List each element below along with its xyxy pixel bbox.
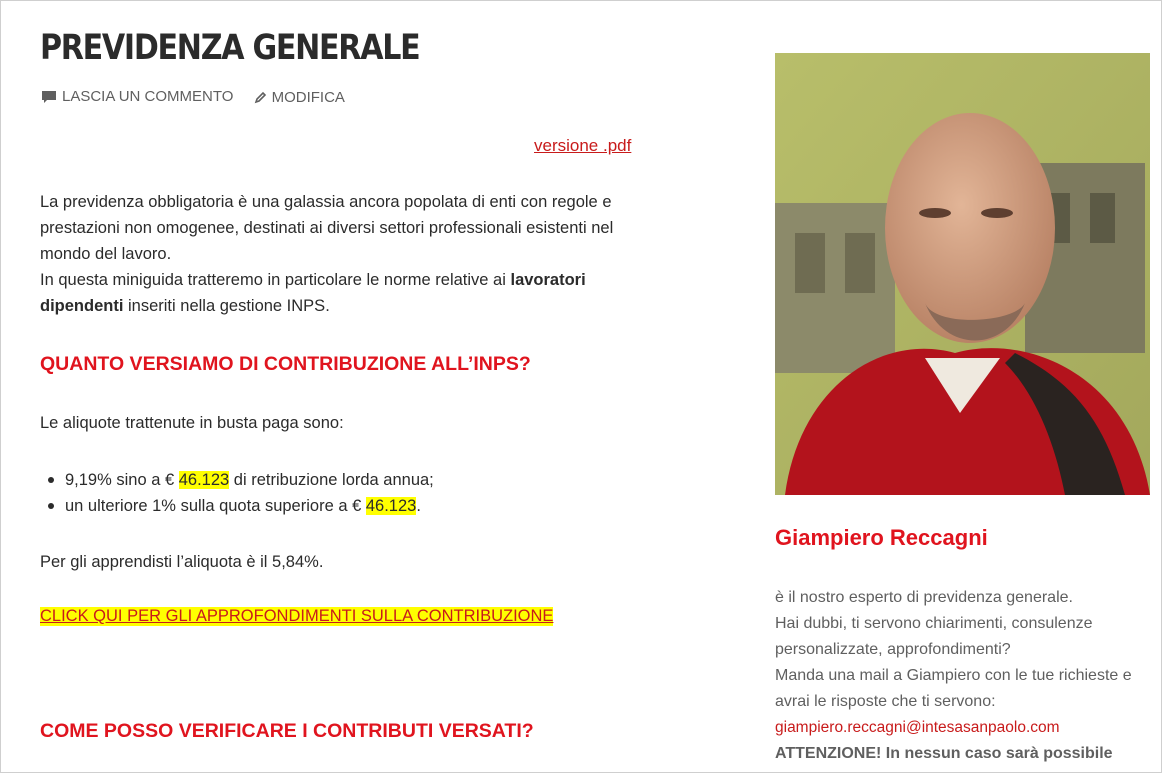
list-item-text: . xyxy=(416,497,421,515)
pdf-version-link[interactable]: versione .pdf xyxy=(534,136,632,155)
section-heading-contribution: QUANTO VERSIAMO DI CONTRIBUZIONE ALL’INPS? xyxy=(40,353,531,375)
page-title: PREVIDENZA GENERALE xyxy=(40,28,420,68)
rates-lead: Le aliquote trattenute in busta paga sono: xyxy=(40,414,344,432)
highlighted-amount: 46.123 xyxy=(178,471,230,489)
contribution-details-link[interactable]: CLICK QUI PER GLI APPROFONDIMENTI SULLA CONTRIBUZIONE xyxy=(40,607,554,625)
expert-email-link[interactable]: giampiero.reccagni@intesasanpaolo.com xyxy=(775,719,1060,736)
warning-text: ATTENZIONE! In nessun caso sarà possibile xyxy=(775,745,1113,762)
bio-line: è il nostro esperto di previdenza generale. xyxy=(775,589,1073,606)
pencil-icon xyxy=(254,91,267,104)
expert-bio xyxy=(775,585,1150,767)
list-item xyxy=(40,493,434,519)
expert-name: Giampiero Reccagni xyxy=(775,525,988,550)
highlighted-amount: 46.123 xyxy=(365,497,417,515)
intro-text-2-bold: lavoratori dipendenti xyxy=(40,271,586,315)
list-item-text: 9,19% sino a € xyxy=(65,471,179,489)
list-item-text: di retribuzione lorda annua; xyxy=(229,471,434,489)
list-item xyxy=(40,467,434,493)
section-heading-verify: COME POSSO VERIFICARE I CONTRIBUTI VERSATI? xyxy=(40,720,534,742)
expert-photo xyxy=(775,53,1150,495)
comment-label: LASCIA UN COMMENTO xyxy=(62,88,234,105)
intro-text-2a: In questa miniguida tratteremo in particolare le norme relative ai xyxy=(40,271,511,289)
post-meta xyxy=(41,88,361,108)
intro-paragraph xyxy=(40,189,640,319)
list-item-text: un ulteriore 1% sulla quota superiore a € xyxy=(65,497,366,515)
intro-text-2b: inseriti nella gestione INPS. xyxy=(123,297,330,315)
edit-label: MODIFICA xyxy=(271,88,345,106)
bio-line: Manda una mail a Giampiero con le tue richieste e avrai le risposte che ti servono: xyxy=(775,667,1132,710)
rates-list xyxy=(40,467,434,519)
apprentices-rate: Per gli apprendisti l’aliquota è il 5,84%. xyxy=(40,553,324,571)
bio-line: Hai dubbi, ti servono chiarimenti, consulenze personalizzate, approfondimenti? xyxy=(775,615,1093,658)
intro-text-1: La previdenza obbligatoria è una galassia ancora popolata di enti con regole e prestazioni non omogenee, destinati ai diversi settori professionali esistenti nel mondo del lavoro. xyxy=(40,193,614,263)
edit-link[interactable] xyxy=(254,89,345,106)
comment-icon xyxy=(41,90,57,104)
comment-link[interactable] xyxy=(41,88,233,105)
